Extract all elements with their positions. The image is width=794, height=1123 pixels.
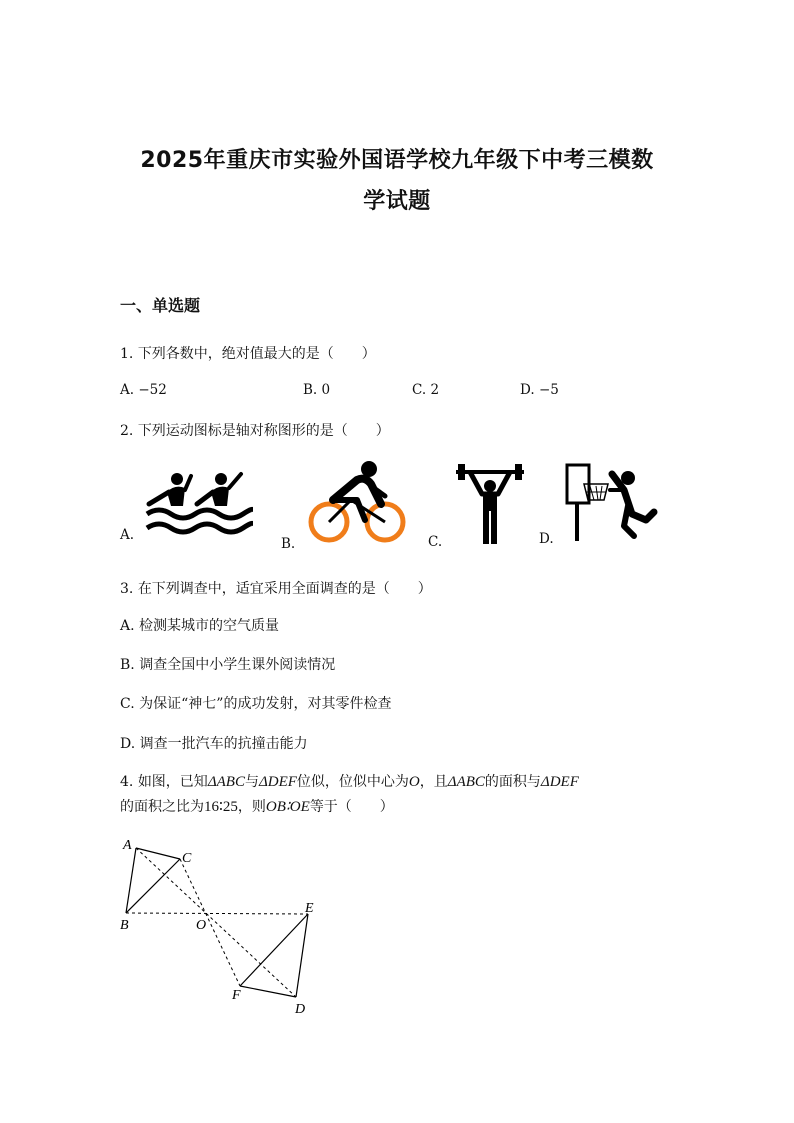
q3-option-b: B. 调查全国中小学生课外阅读情况 xyxy=(120,657,336,673)
label-c: C xyxy=(182,851,192,866)
weightlifting-icon xyxy=(454,464,526,548)
title-line-1: 2025年重庆市实验外国语学校九年级下中考三模数 xyxy=(140,148,654,173)
q1-option-b: B. 0 xyxy=(303,382,331,398)
q1-option-c: C. 2 xyxy=(412,382,440,398)
label-f: F xyxy=(232,988,241,1003)
q3-option-c: C. 为保证“神七”的成功发射，对其零件检查 xyxy=(120,696,392,712)
question-4-line-1: 4. 如图，已知ΔABC与ΔDEF位似，位似中心为O，且ΔABC的面积与ΔDEF xyxy=(120,774,579,790)
segment-ed xyxy=(296,914,308,997)
question-text: 下列各数中，绝对值最大的是（ ） xyxy=(137,346,376,362)
label-e: E xyxy=(305,901,314,916)
segment-cb xyxy=(126,859,180,913)
q2-option-b-label: B. xyxy=(281,536,296,552)
document-title xyxy=(100,140,694,222)
question-number: 4. xyxy=(120,774,134,790)
question-4-line-2: 的面积之比为16∶25，则OB∶OE等于（ ） xyxy=(120,799,394,815)
dashed-be xyxy=(126,913,308,914)
question-1 xyxy=(120,343,376,363)
question-number: 1. xyxy=(120,346,134,362)
similarity-figure xyxy=(110,832,340,1022)
q1-option-a: A. −52 xyxy=(120,382,167,398)
synchronized-swimming-icon xyxy=(145,470,253,538)
question-number: 2. xyxy=(120,423,134,439)
cycling-icon xyxy=(305,458,410,544)
question-text: 在下列调查中，适宜采用全面调查的是（ ） xyxy=(137,581,432,597)
segment-fd xyxy=(240,986,296,997)
title-line-2: 学试题 xyxy=(363,189,431,214)
section-heading: 一、单选题 xyxy=(120,296,201,315)
label-o: O xyxy=(196,918,207,933)
label-a: A xyxy=(123,838,132,853)
label-b: B xyxy=(120,918,129,933)
question-3 xyxy=(120,578,432,598)
q3-option-d: D. 调查一批汽车的抗撞击能力 xyxy=(120,736,308,752)
question-text: 下列运动图标是轴对称图形的是（ ） xyxy=(137,423,390,439)
q3-option-a: A. 检测某城市的空气质量 xyxy=(120,618,280,634)
dashed-ad xyxy=(136,848,296,997)
q2-option-a-label: A. xyxy=(120,527,135,543)
segment-ab xyxy=(126,848,136,913)
q2-option-d-label: D. xyxy=(539,531,554,547)
q1-option-d: D. −5 xyxy=(520,382,559,398)
question-number: 3. xyxy=(120,581,134,597)
segment-ef xyxy=(240,914,308,986)
question-2 xyxy=(120,420,390,440)
q2-option-c-label: C. xyxy=(428,534,443,550)
basketball-icon xyxy=(562,462,662,544)
dashed-cf xyxy=(180,859,240,986)
label-d: D xyxy=(295,1002,306,1017)
